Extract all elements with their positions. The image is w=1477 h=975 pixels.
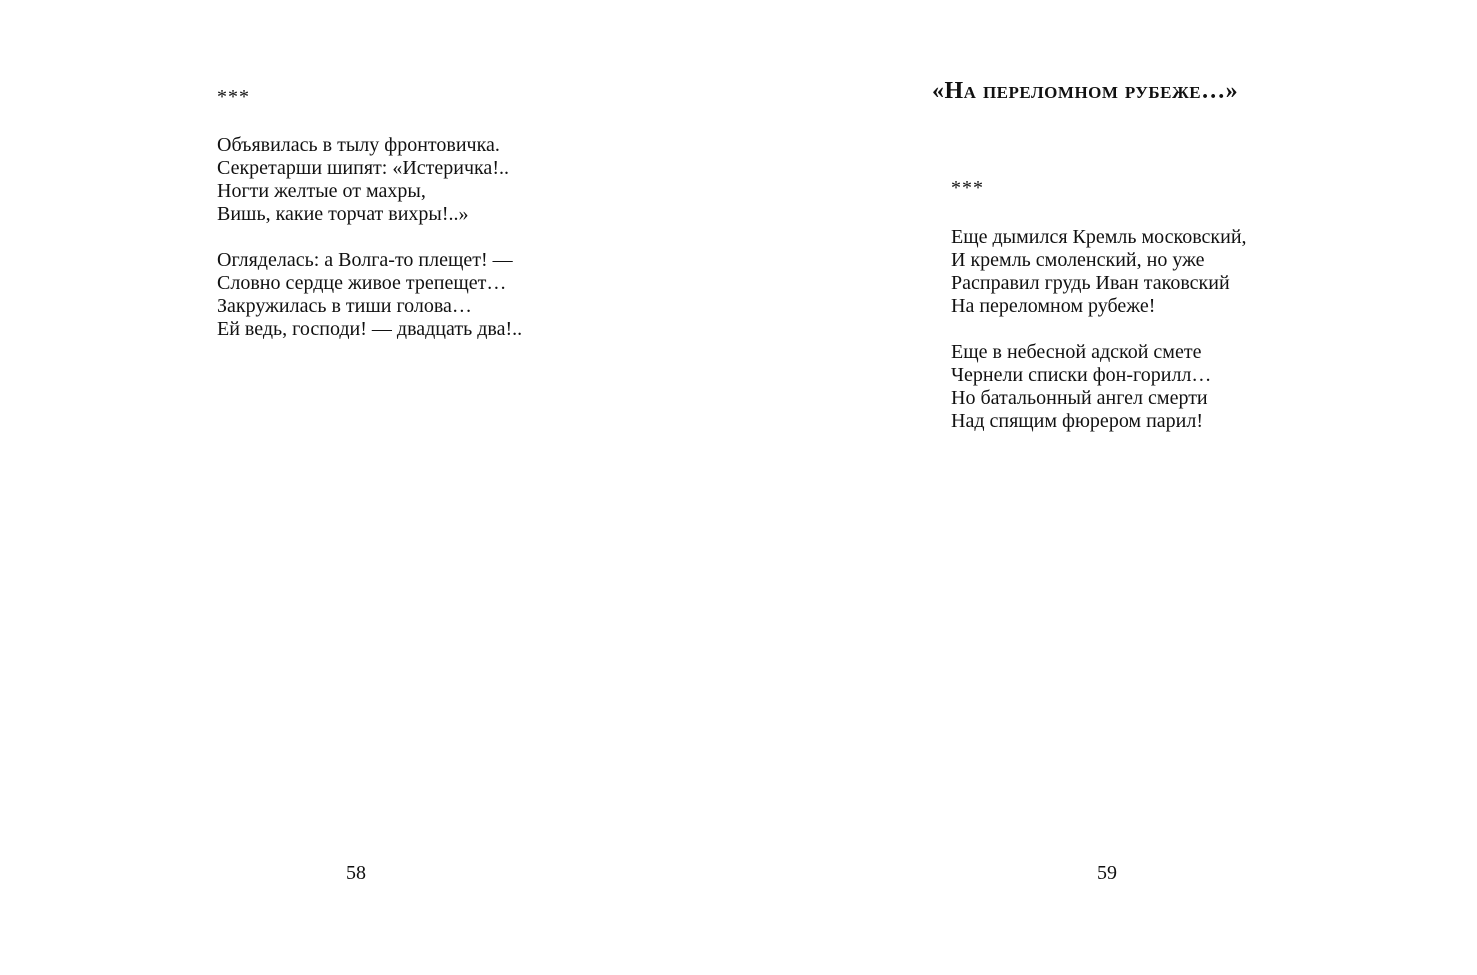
- verse-line: Секретарши шипят: «Истеричка!..: [217, 157, 509, 179]
- right-page: [738, 0, 1477, 975]
- page-number-right: 59: [1097, 862, 1117, 884]
- verse-line: Еще дымился Кремль московский,: [951, 226, 1247, 248]
- poem-separator-stars: ***: [951, 177, 984, 199]
- stanza: [951, 226, 1247, 318]
- verse-line: Ногти желтые от махры,: [217, 180, 426, 202]
- stanza: [951, 341, 1211, 433]
- verse-line: Чернели списки фон-горилл…: [951, 364, 1212, 386]
- verse-line: Объявилась в тылу фронтовичка.: [217, 134, 500, 156]
- verse-line: Но батальонный ангел смерти: [951, 387, 1208, 409]
- stanza: [217, 134, 509, 226]
- poem-title: «На переломном рубеже…»: [932, 78, 1239, 104]
- verse-line: Огляделась: а Волга-то плещет! —: [217, 249, 513, 271]
- verse-line: Расправил грудь Иван таковский: [951, 272, 1230, 294]
- verse-line: Ей ведь, господи! — двадцать два!..: [217, 318, 523, 340]
- verse-line: И кремль смоленский, но уже: [951, 249, 1205, 271]
- verse-line: На переломном рубеже!: [951, 295, 1156, 317]
- verse-line: Вишь, какие торчат вихры!..»: [217, 203, 469, 225]
- poem-separator-stars: ***: [217, 86, 250, 108]
- stanza: [217, 249, 522, 341]
- verse-line: Закружилась в тиши голова…: [217, 295, 472, 317]
- verse-line: Над спящим фюрером парил!: [951, 410, 1204, 432]
- page-number-left: 58: [346, 862, 366, 884]
- verse-line: Еще в небесной адской смете: [951, 341, 1202, 363]
- verse-line: Словно сердце живое трепещет…: [217, 272, 507, 294]
